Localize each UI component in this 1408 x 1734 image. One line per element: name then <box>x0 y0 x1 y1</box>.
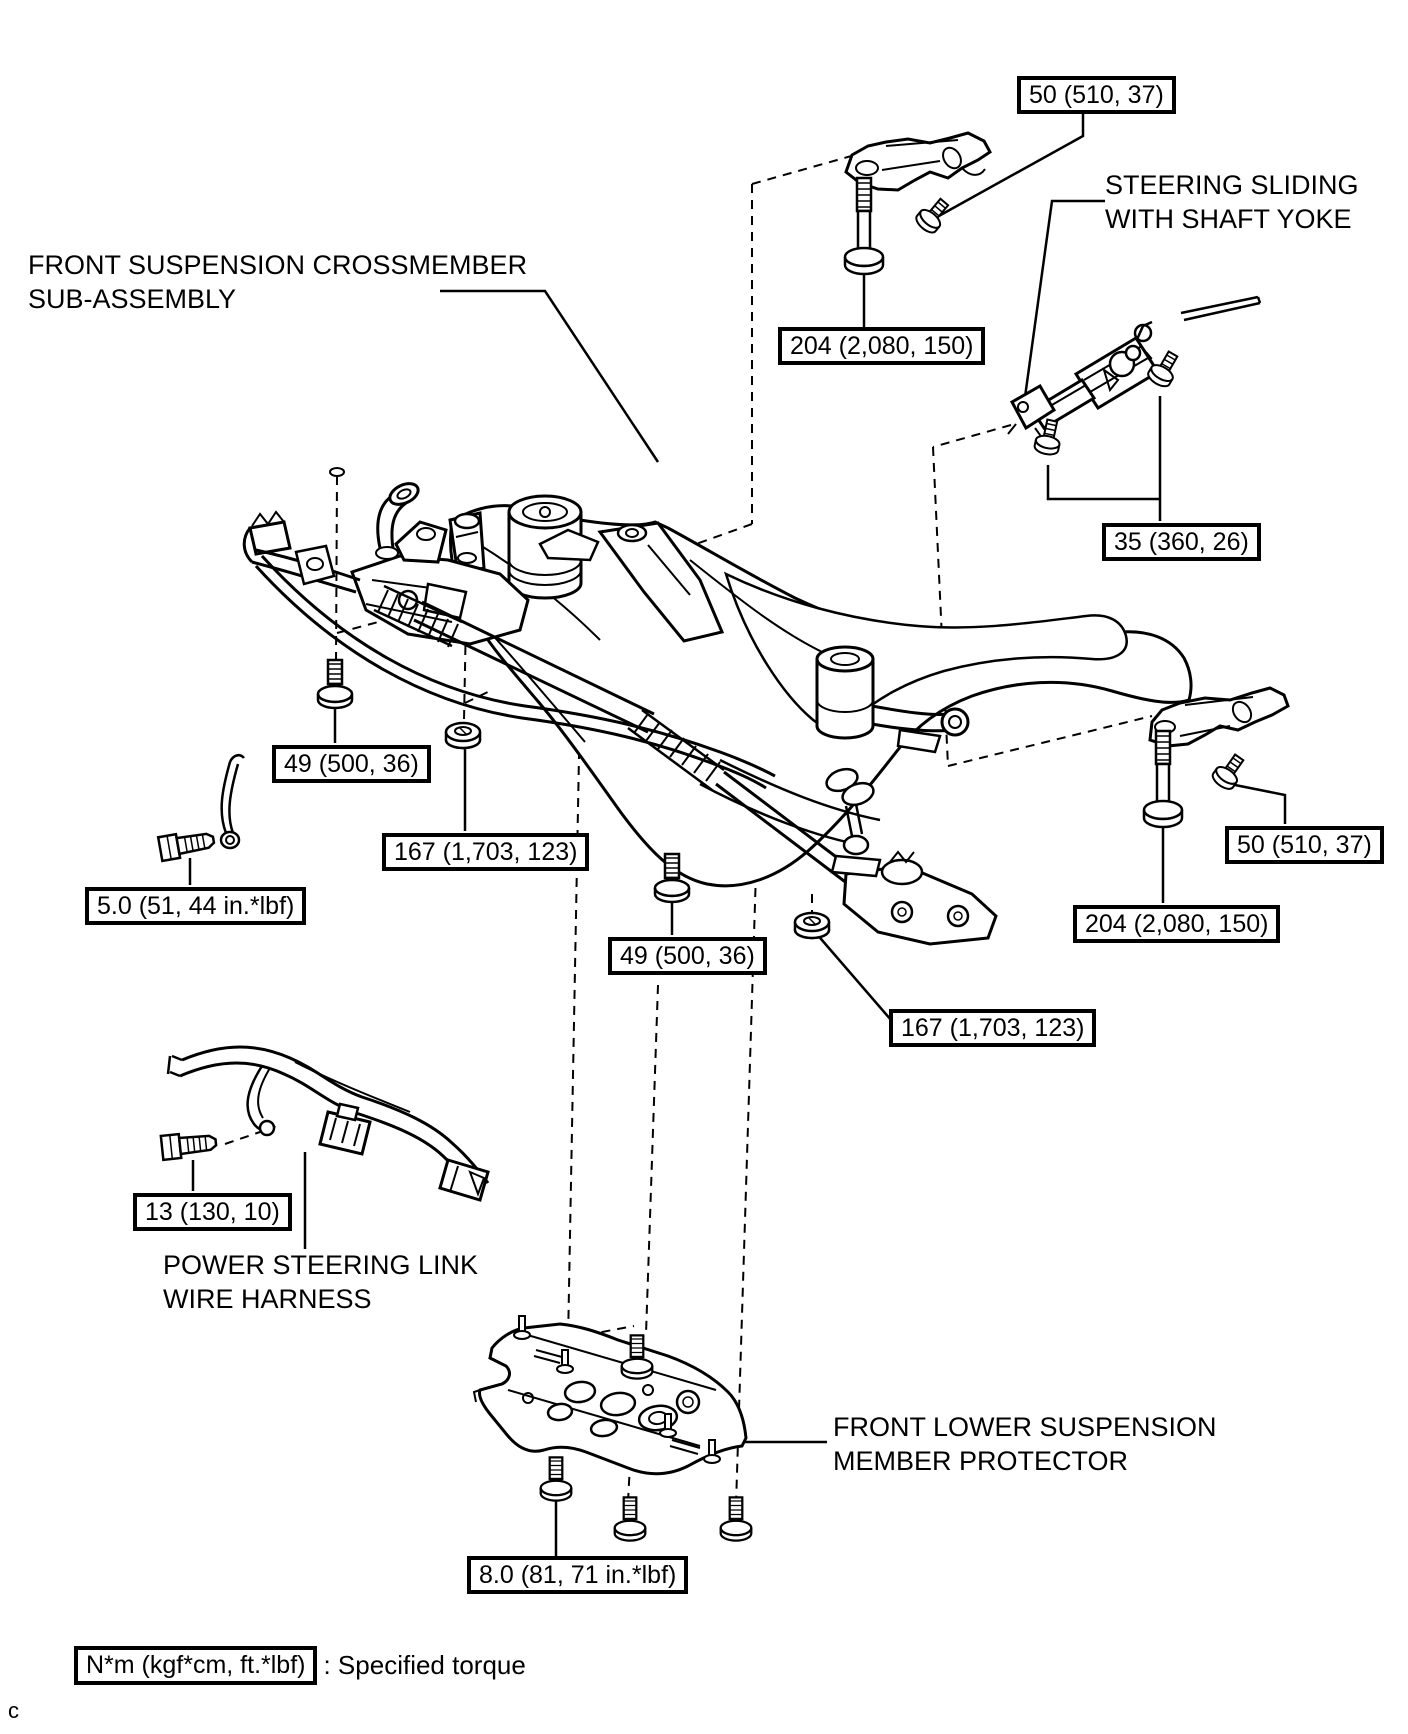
torque-callout-clip-bolt: 5.0 (51, 44 in.*lbf) <box>85 887 306 925</box>
crossmember-assembly-drawing <box>244 468 1191 944</box>
torque-callout-gear-nut-left: 167 (1,703, 123) <box>382 833 589 871</box>
torque-callout-crossmember-bolt-top: 204 (2,080, 150) <box>778 327 985 365</box>
part-label-wire-harness-line1: POWER STEERING LINK <box>163 1250 479 1280</box>
part-label-wire-harness-line2: WIRE HARNESS <box>163 1284 372 1314</box>
torque-callout-crossmember-bolt-right: 204 (2,080, 150) <box>1073 905 1280 943</box>
torque-legend-description: : Specified torque <box>323 1650 526 1680</box>
page-footnote: c <box>8 1698 19 1723</box>
torque-unit-box: N*m (kgf*cm, ft.*lbf) <box>74 1646 317 1685</box>
crossmember-bracket-top-drawing <box>845 133 990 274</box>
part-label-wire-harness <box>163 1248 478 1316</box>
torque-callout-gear-nut-right: 167 (1,703, 123) <box>889 1009 1096 1047</box>
crossmember-bracket-right-drawing <box>1144 688 1288 827</box>
torque-callout-bracket-bolt-top: 50 (510, 37) <box>1017 76 1176 114</box>
part-label-crossmember <box>28 248 527 316</box>
part-label-steering-yoke-line2: WITH SHAFT YOKE <box>1105 204 1352 234</box>
part-label-steering-yoke <box>1105 168 1359 236</box>
part-label-steering-yoke-line1: STEERING SLIDING <box>1105 170 1359 200</box>
torque-callout-stabilizer-bolt-left: 49 (500, 36) <box>272 745 431 783</box>
protector-plate-drawing <box>474 1316 751 1541</box>
part-label-protector-line1: FRONT LOWER SUSPENSION <box>833 1412 1217 1442</box>
torque-callout-bracket-bolt-right: 50 (510, 37) <box>1225 826 1384 864</box>
part-label-crossmember-line1: FRONT SUSPENSION CROSSMEMBER <box>28 250 528 280</box>
torque-callout-yoke-bolts: 35 (360, 26) <box>1102 523 1261 561</box>
wire-harness-drawing <box>161 1047 488 1200</box>
part-label-crossmember-line2: SUB-ASSEMBLY <box>28 284 237 314</box>
torque-legend <box>74 1646 526 1685</box>
part-label-protector <box>833 1410 1217 1478</box>
part-label-protector-line2: MEMBER PROTECTOR <box>833 1446 1129 1476</box>
torque-callout-protector-bolt: 8.0 (81, 71 in.*lbf) <box>467 1556 688 1594</box>
torque-callout-stabilizer-bolt-center: 49 (500, 36) <box>608 937 767 975</box>
steering-yoke-drawing <box>1008 297 1260 456</box>
torque-callout-harness-bolt: 13 (130, 10) <box>133 1193 292 1231</box>
